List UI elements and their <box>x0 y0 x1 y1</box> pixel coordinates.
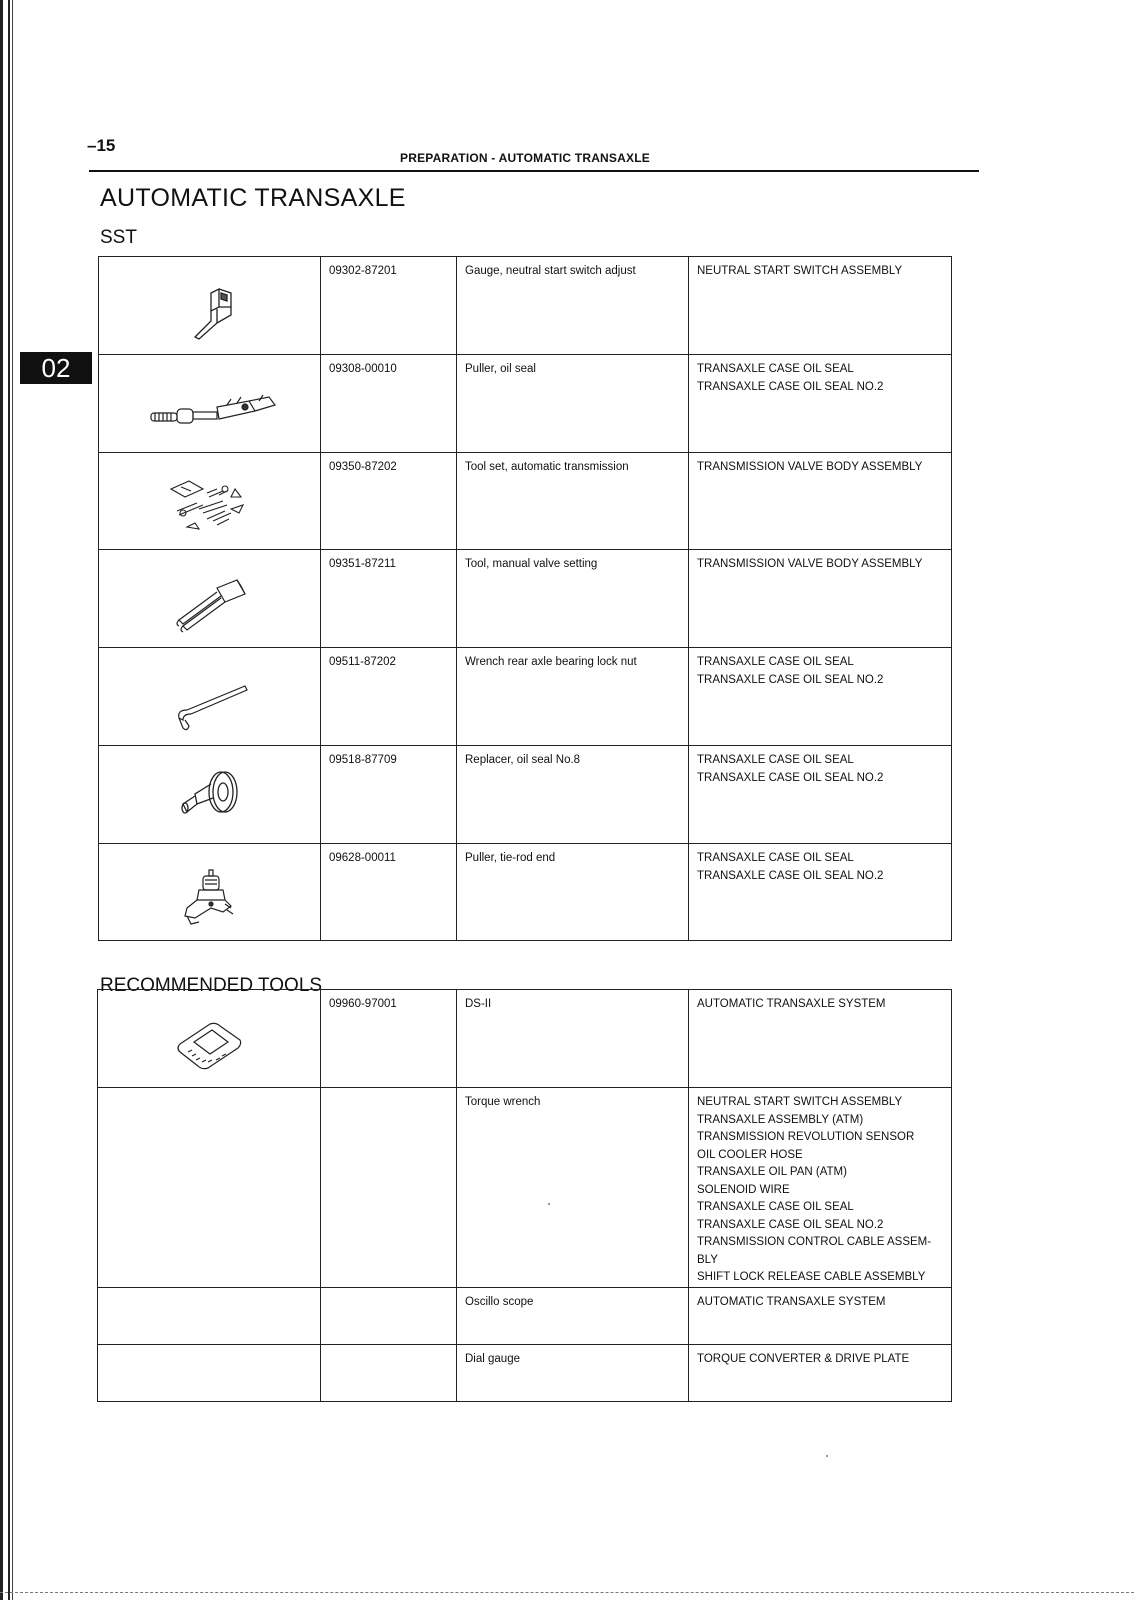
section-tab: 02 <box>20 352 92 384</box>
usage-line: TRANSAXLE CASE OIL SEAL <box>697 656 854 668</box>
table-row <box>99 453 952 550</box>
manual-valve-tool-icon <box>99 550 321 648</box>
part-number-cell <box>321 990 457 1088</box>
usage-line: TRANSAXLE CASE OIL SEAL NO.2 <box>697 771 884 784</box>
usage-cell <box>689 355 952 453</box>
tool-name: Torque wrench <box>465 1096 541 1108</box>
part-number-cell <box>321 1088 457 1288</box>
tool-name-cell <box>457 1287 689 1344</box>
part-number-cell <box>321 550 457 648</box>
table-row <box>99 355 952 453</box>
tool-name-cell <box>457 453 689 550</box>
oil-seal-puller-icon <box>99 355 321 453</box>
tool-name-cell <box>457 844 689 941</box>
part-number-cell <box>321 844 457 941</box>
table-row <box>98 1287 952 1344</box>
neutral-switch-gauge-icon <box>99 257 321 355</box>
usage-line: TRANSAXLE CASE OIL SEAL <box>697 754 854 766</box>
tool-image-cell <box>99 648 321 746</box>
usage-line: SOLENOID WIRE <box>697 1183 790 1196</box>
scan-speck <box>826 1455 828 1457</box>
part-number: 09350-87202 <box>329 461 397 473</box>
scan-edge-line <box>0 1592 1134 1593</box>
usage-cell <box>689 453 952 550</box>
part-number-cell <box>321 1287 457 1344</box>
tool-name: Puller, tie-rod end <box>465 852 556 864</box>
tool-name: Oscillo scope <box>465 1295 534 1308</box>
usage-cell <box>689 550 952 648</box>
tool-name: Tool set, automatic transmission <box>465 461 629 473</box>
usage-line: TRANSAXLE CASE OIL SEAL <box>697 1201 854 1213</box>
usage-line: TRANSAXLE CASE OIL SEAL NO.2 <box>697 673 884 686</box>
tool-name-cell <box>457 648 689 746</box>
binding-edge <box>0 0 10 1600</box>
tool-image-cell <box>98 990 321 1088</box>
tool-image-cell <box>99 844 321 941</box>
usage-cell <box>689 746 952 844</box>
tool-name: Gauge, neutral start switch adjust <box>465 265 636 277</box>
tool-image-cell <box>99 355 321 453</box>
usage-cell <box>689 990 952 1088</box>
usage-line: AUTOMATIC TRANSAXLE SYSTEM <box>697 998 886 1010</box>
seal-replacer-icon <box>99 746 321 844</box>
part-number: 09960-97001 <box>329 998 397 1010</box>
sst-table <box>98 256 952 941</box>
tool-image-cell <box>99 453 321 550</box>
part-number: 09308-00010 <box>329 363 397 375</box>
tool-name-cell <box>457 257 689 355</box>
tool-image-cell <box>99 257 321 355</box>
tool-name: Dial gauge <box>465 1352 520 1365</box>
table-row <box>99 648 952 746</box>
table-row <box>99 257 952 355</box>
section-title: AUTOMATIC TRANSAXLE <box>100 184 406 212</box>
binding-rule <box>12 0 13 1600</box>
transmission-tool-set-icon <box>99 453 321 550</box>
usage-cell <box>689 1287 952 1344</box>
tool-name: Puller, oil seal <box>465 363 536 375</box>
usage-cell <box>689 1088 952 1288</box>
tool-image-cell <box>98 1287 321 1344</box>
usage-line: OIL COOLER HOSE <box>697 1148 803 1161</box>
tool-image-cell <box>98 1344 321 1401</box>
part-number-cell <box>321 1344 457 1401</box>
diagnostic-tester-icon <box>98 990 321 1088</box>
tool-name: DS-II <box>465 998 492 1010</box>
lock-nut-wrench-icon <box>99 648 321 746</box>
page-header: PREPARATION - AUTOMATIC TRANSAXLE <box>400 151 650 165</box>
table-row <box>99 844 952 941</box>
scan-speck <box>548 1203 550 1205</box>
part-number: 09302-87201 <box>329 265 397 277</box>
header-rule <box>89 170 979 172</box>
usage-cell <box>689 1344 952 1401</box>
table-row <box>99 746 952 844</box>
tool-name: Tool, manual valve setting <box>465 558 598 570</box>
usage-line: TRANSAXLE ASSEMBLY (ATM) <box>697 1113 864 1126</box>
tool-name-cell <box>457 355 689 453</box>
table-row <box>98 1088 952 1288</box>
sst-heading: SST <box>100 227 137 248</box>
usage-line: TRANSAXLE CASE OIL SEAL <box>697 852 854 864</box>
usage-cell <box>689 648 952 746</box>
usage-cell <box>689 257 952 355</box>
usage-line: NEUTRAL START SWITCH ASSEMBLY <box>697 265 903 277</box>
tool-name-cell <box>457 1088 689 1288</box>
usage-line: TRANSAXLE CASE OIL SEAL NO.2 <box>697 1218 884 1231</box>
usage-line: AUTOMATIC TRANSAXLE SYSTEM <box>697 1295 886 1308</box>
usage-line: NEUTRAL START SWITCH ASSEMBLY <box>697 1096 903 1108</box>
page-number: –15 <box>87 136 116 155</box>
part-number-cell <box>321 257 457 355</box>
usage-line: TRANSMISSION REVOLUTION SENSOR <box>697 1131 915 1143</box>
part-number-cell <box>321 648 457 746</box>
usage-line: TRANSAXLE CASE OIL SEAL <box>697 363 854 375</box>
usage-line: TRANSMISSION VALVE BODY ASSEMBLY <box>697 461 923 473</box>
usage-line: TRANSAXLE OIL PAN (ATM) <box>697 1166 847 1178</box>
usage-line: TRANSAXLE CASE OIL SEAL NO.2 <box>697 869 884 882</box>
tool-image-cell <box>98 1088 321 1288</box>
tool-name-cell <box>457 990 689 1088</box>
tool-name-cell <box>457 550 689 648</box>
usage-line: TRANSAXLE CASE OIL SEAL NO.2 <box>697 380 884 393</box>
tool-name-cell <box>457 1344 689 1401</box>
tool-name: Wrench rear axle bearing lock nut <box>465 656 637 668</box>
usage-line: TRANSMISSION CONTROL CABLE ASSEM- <box>697 1236 932 1248</box>
part-number: 09511-87202 <box>329 656 396 668</box>
part-number: 09351-87211 <box>329 558 396 570</box>
table-row <box>98 990 952 1088</box>
tool-name: Replacer, oil seal No.8 <box>465 754 581 766</box>
part-number-cell <box>321 453 457 550</box>
part-number: 09518-87709 <box>329 754 397 766</box>
part-number-cell <box>321 746 457 844</box>
tool-name-cell <box>457 746 689 844</box>
usage-cell <box>689 844 952 941</box>
usage-line: BLY <box>697 1253 718 1266</box>
usage-line: SHIFT LOCK RELEASE CABLE ASSEMBLY <box>697 1271 926 1283</box>
recommended-tools-heading: RECOMMENDED TOOLS <box>100 975 323 996</box>
part-number-cell <box>321 355 457 453</box>
table-row <box>98 1344 952 1401</box>
tool-image-cell <box>99 550 321 648</box>
recommended-tools-table <box>97 989 952 1402</box>
table-row <box>99 550 952 648</box>
tie-rod-puller-icon <box>99 844 321 941</box>
usage-line: TRANSMISSION VALVE BODY ASSEMBLY <box>697 558 923 570</box>
usage-line: TORQUE CONVERTER & DRIVE PLATE <box>697 1352 910 1365</box>
part-number: 09628-00011 <box>329 852 396 864</box>
tool-image-cell <box>99 746 321 844</box>
